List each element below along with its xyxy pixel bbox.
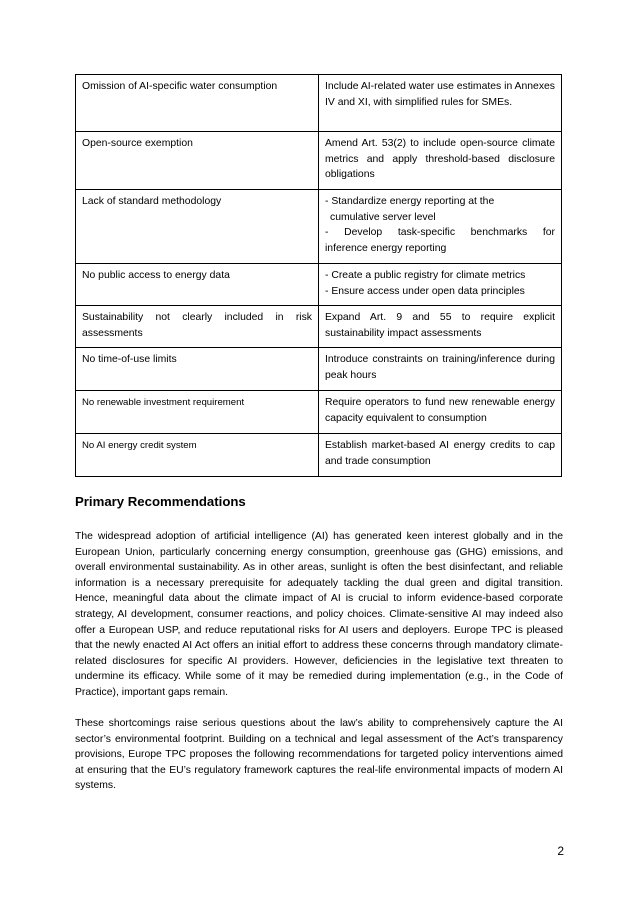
recommendation-line: - Create a public registry for climate metrics [325, 270, 526, 281]
page-number: 2 [557, 844, 564, 858]
table-row [76, 306, 562, 348]
recommendation-cell: Include AI-related water use estimates in Annexes IV and XI, with simplified rules for SMEs. [319, 75, 562, 132]
recommendation-cell: Expand Art. 9 and 55 to require explicit sustainability impact assessments [319, 306, 562, 348]
recommendation-cell: Amend Art. 53(2) to include open-source climate metrics and apply threshold-based disclosure obligations [319, 132, 562, 190]
recommendation-cell: Require operators to fund new renewable energy capacity equivalent to consumption [319, 391, 562, 434]
recommendation-line: - Standardize energy reporting at the [325, 196, 495, 207]
recommendation-cell: Establish market-based AI energy credits to cap and trade consumption [319, 434, 562, 477]
recommendations-table [75, 74, 562, 477]
table-row [76, 132, 562, 190]
recommendation-line: inference energy reporting [325, 242, 447, 254]
table-row [76, 434, 562, 477]
issue-cell: Omission of AI-specific water consumption [76, 75, 319, 132]
table-row [76, 190, 562, 264]
issue-cell: Sustainability not clearly included in risk assessments [76, 306, 319, 348]
issue-cell: No public access to energy data [76, 264, 319, 306]
recommendation-line: cumulative server level [330, 211, 436, 223]
recommendation-cell [319, 190, 562, 264]
table-row [76, 75, 562, 132]
issue-cell: Open-source exemption [76, 132, 319, 190]
recommendation-cell: Introduce constraints on training/inference during peak hours [319, 348, 562, 391]
table-row [76, 264, 562, 306]
body-paragraph: The widespread adoption of artificial intelligence (AI) has generated keen interest globally and in the European Union, particularly concerning energy consumption, greenhouse gas (GHG) emissions, and overall environmental sustainability. As in other areas, sunlight is often the best disinfectant, and reliable information is a necessary prerequisite for adequately tackling the dual green and digital transition. Hence, meaningful data about the climate impact of AI is crucial to inform evidence-based corporate strategy, AI development, consumer reactions, and policy choices. Climate-sensitive AI may indeed also offer a European USP, and reduce reputational risks for AI users and deployers. Europe TPC is pleased that the newly enacted AI Act offers an initial effort to address these concerns through mandatory climate-related disclosures for specific AI providers. However, deficiencies in the legislative text threaten to undermine its efficacy. While some of it may be remedied during implementation (e.g., in the Code of Practice), important gaps remain. [75, 531, 563, 698]
issue-cell: No AI energy credit system [76, 434, 319, 477]
recommendation-cell [319, 264, 562, 306]
table-row [76, 348, 562, 391]
table-row [76, 391, 562, 434]
issue-cell: No renewable investment requirement [76, 391, 319, 434]
section-heading: Primary Recommendations [75, 494, 246, 509]
recommendation-line: - Develop task-specific benchmarks for [325, 227, 555, 239]
body-paragraph: These shortcomings raise serious questions about the law’s ability to comprehensively capture the AI sector’s environmental footprint. Building on a technical and legal assessment of the Act’s transparency provisions, Europe TPC proposes the following recommendations for targeted policy interventions aimed at ensuring that the EU’s regulatory framework captures the real-life environmental impacts of modern AI systems. [75, 718, 563, 792]
recommendation-line: - Ensure access under open data principles [325, 285, 525, 297]
issue-cell: Lack of standard methodology [76, 190, 319, 264]
issue-cell: No time-of-use limits [76, 348, 319, 391]
